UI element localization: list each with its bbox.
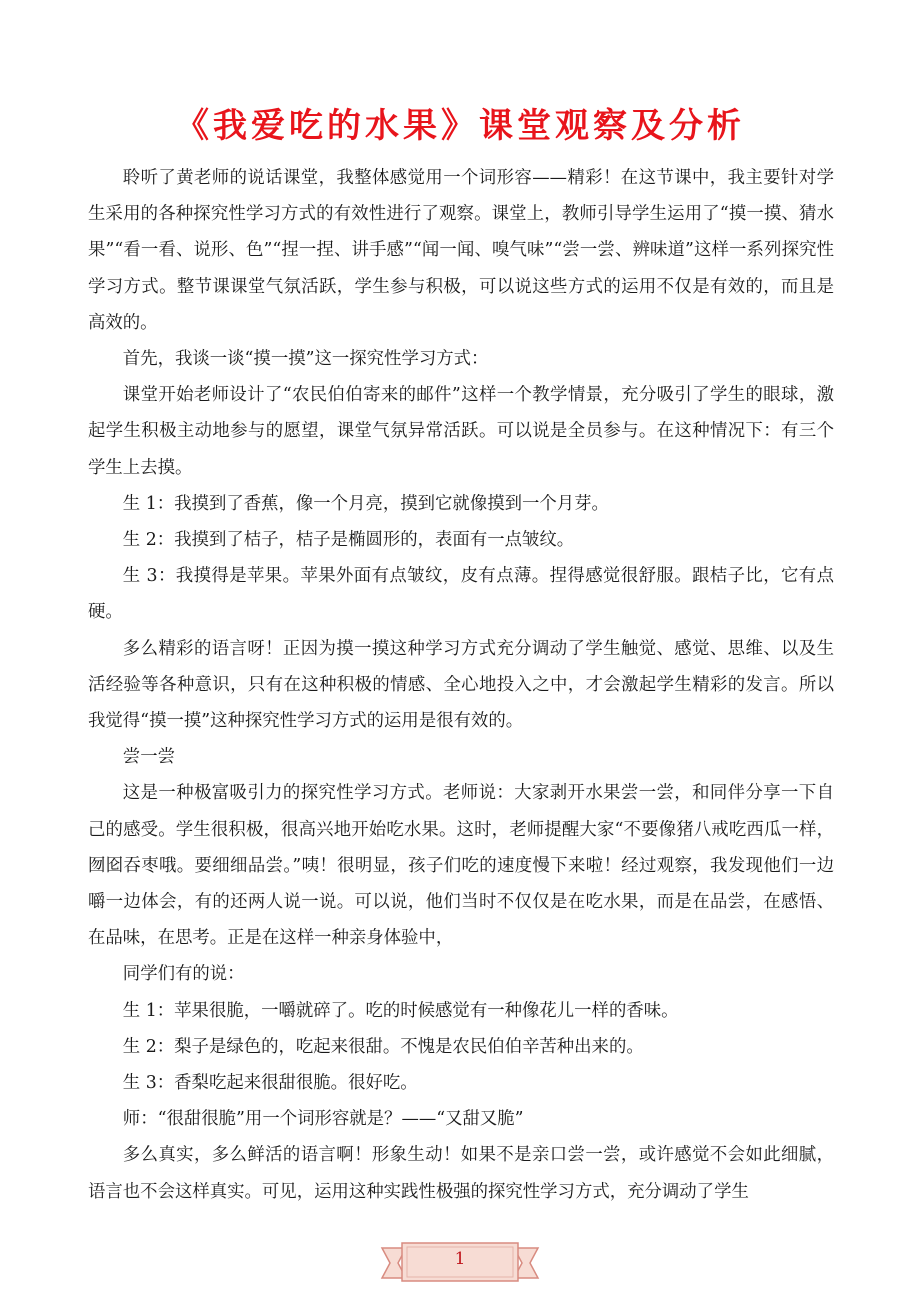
section-heading: 尝一尝 bbox=[122, 747, 175, 768]
paragraph: 课堂开始老师设计了“农民伯伯寄来的邮件”这样一个教学情景，充分吸引了学生的眼球，激起学生积极主动地参与的愿望，课堂气氛异常活跃。可以说是全员参与。在这种情况下：有三个学生上去摸。 bbox=[88, 385, 834, 478]
page-number-ribbon bbox=[380, 1240, 540, 1286]
paragraph: 生 2：梨子是绿色的，吃起来很甜。不愧是农民伯伯辛苦种出来的。 bbox=[122, 1036, 644, 1057]
paragraph: 生 2：我摸到了桔子，桔子是椭圆形的，表面有一点皱纹。 bbox=[122, 530, 575, 551]
paragraph: 这是一种极富吸引力的探究性学习方式。老师说：大家剥开水果尝一尝，和同伴分享一下自己的感受。学生很积极，很高兴地开始吃水果。这时，老师提醒大家“不要像猪八戒吃西瓜一样，囫囵吞枣哦。要细细品尝。”咦！很明显，孩子们吃的速度慢下来啦！经过观察，我发现他们一边嚼一边体会，有的还两人说一说。可以说，他们当时不仅仅是在吃水果，而是在品尝，在感悟、在品味，在思考。正是在这样一种亲身体验中， bbox=[88, 783, 834, 949]
document-body bbox=[88, 160, 834, 1210]
paragraph: 同学们有的说： bbox=[122, 964, 245, 985]
page-number: 1 bbox=[454, 1249, 466, 1269]
paragraph: 多么真实，多么鲜活的语言啊！形象生动！如果不是亲口尝一尝，或许感觉不会如此细腻，语言也不会这样真实。可见，运用这种实践性极强的探究性学习方式，充分调动了学生 bbox=[88, 1145, 834, 1202]
paragraph: 首先，我谈一谈“摸一摸”这一探究性学习方式： bbox=[122, 349, 489, 370]
paragraph: 多么精彩的语言呀！正因为摸一摸这种学习方式充分调动了学生触觉、感觉、思维、以及生活经验等各种意识，只有在这种积极的情感、全心地投入之中，才会激起学生精彩的发言。所以我觉得“摸一摸”这种探究性学习方式的运用是很有效的。 bbox=[88, 638, 834, 732]
paragraph: 生 3：我摸得是苹果。苹果外面有点皱纹，皮有点薄。捏得感觉很舒服。跟桔子比，它有点硬。 bbox=[88, 566, 834, 623]
paragraph: 师：“很甜很脆”用一个词形容就是？——“又甜又脆” bbox=[122, 1109, 524, 1130]
document-title: 《我爱吃的水果》课堂观察及分析 bbox=[175, 106, 745, 146]
paragraph: 生 1：我摸到了香蕉，像一个月亮，摸到它就像摸到一个月芽。 bbox=[122, 493, 609, 514]
paragraph: 聆听了黄老师的说话课堂，我整体感觉用一个词形容——精彩！在这节课中，我主要针对学生采用的各种探究性学习方式的有效性进行了观察。课堂上，教师引导学生运用了“摸一摸、猜水果”“看一看、说形、色”“捏一捏、讲手感”“闻一闻、嗅气味”“尝一尝、辨味道”这样一系列探究性学习方式。整节课课堂气氛活跃，学生参与积极，可以说这些方式的运用不仅是有效的，而且是高效的。 bbox=[88, 168, 834, 333]
paragraph: 生 1：苹果很脆，一嚼就碎了。吃的时候感觉有一种像花儿一样的香味。 bbox=[122, 1000, 679, 1021]
paragraph: 生 3：香梨吃起来很甜很脆。很好吃。 bbox=[122, 1073, 418, 1094]
